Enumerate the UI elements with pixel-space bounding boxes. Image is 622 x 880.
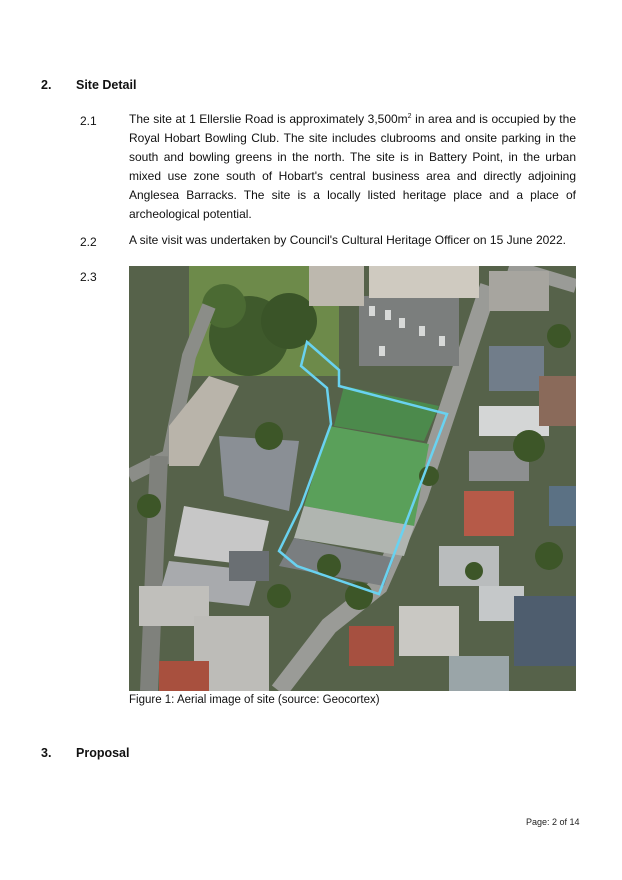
section-3-number: 3.	[41, 746, 52, 760]
aerial-image	[129, 266, 576, 691]
item-2-2-paragraph: A site visit was undertaken by Council's Cultural Heritage Officer on 15 June 2022.	[129, 233, 566, 247]
page-number: Page: 2 of 14	[526, 817, 580, 827]
figure-1-caption: Figure 1: Aerial image of site (source: Geocortex)	[129, 694, 380, 706]
item-2-2-number: 2.2	[80, 235, 97, 249]
item-2-3-number: 2.3	[80, 270, 97, 284]
item-2-1-number: 2.1	[80, 114, 97, 128]
section-2-title: Site Detail	[76, 78, 137, 92]
section-2-number: 2.	[41, 78, 52, 92]
section-3-title: Proposal	[76, 746, 130, 760]
item-2-1-paragraph: The site at 1 Ellerslie Road is approximately $3,500m^2$ in area and is occupied by the Royal Hobart Bowling Club. The site includes clubrooms and onsite parking in the south and bowling greens in the north. The site is in Battery Point, in the urban mixed use zone south of Hobart's central business area and directly adjoining Anglesea Barracks. The site is a locally listed heritage place and a place of archeological potential.	[129, 112, 576, 221]
